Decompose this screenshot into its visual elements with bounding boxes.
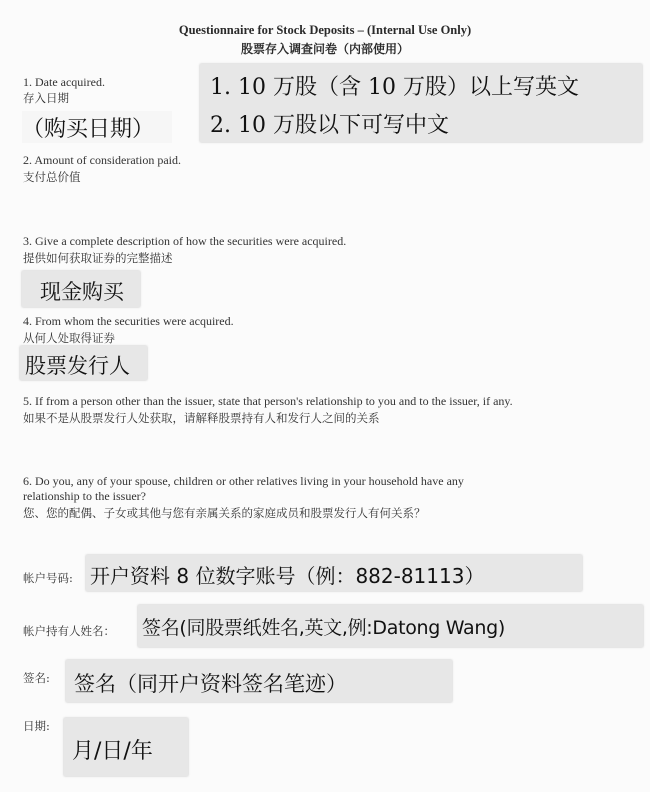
q4-label-zh: 从何人处取得证券 bbox=[23, 331, 115, 345]
date-field[interactable] bbox=[64, 718, 188, 776]
account-number-value: 开户资料 8 位数字账号（例：882-81113） bbox=[90, 564, 485, 588]
q3-answer-text: 现金购买 bbox=[40, 280, 124, 304]
q3-label-en: 3. Give a complete description of how the securities were acquired. bbox=[23, 234, 347, 248]
note-line-2: 2. 10 万股以下可写中文 bbox=[210, 113, 449, 138]
q6-label-zh: 您、您的配偶、子女或其他与您有亲属关系的家庭成员和股票发行人有何关系？ bbox=[23, 506, 426, 520]
account-number-label: 帐户号码: bbox=[23, 571, 73, 585]
date-value: 月/日/年 bbox=[72, 739, 153, 764]
form-title-zh: 股票存入调查问卷（内部使用） bbox=[240, 42, 409, 56]
form-title-en: Questionnaire for Stock Deposits – (Internal Use Only) bbox=[178, 23, 472, 37]
notes-strip bbox=[200, 64, 642, 142]
q6-label-en-1: 6. Do you, any of your spouse, children or other relatives living in your household have any bbox=[23, 474, 464, 488]
q2-label-zh: 支付总价值 bbox=[23, 170, 81, 184]
q1-label-zh: 存入日期 bbox=[23, 91, 69, 105]
q4-answer-text: 股票发行人 bbox=[25, 354, 130, 378]
note-line-1: 1. 10 万股（含 10 万股）以上写英文 bbox=[210, 75, 579, 100]
q1-answer[interactable] bbox=[22, 111, 172, 143]
q1-label-en: 1. Date acquired. bbox=[23, 75, 105, 89]
holder-name-label: 帐户持有人姓名： bbox=[23, 624, 115, 638]
q1-answer-text: （购买日期） bbox=[22, 117, 155, 142]
holder-name-value: 签名(同股票纸姓名,英文,例:Datong Wang) bbox=[142, 617, 506, 639]
date-label: 日期: bbox=[23, 719, 50, 733]
q5-label-zh: 如果不是从股票发行人处获取，请解释股票持有人和发行人之间的关系 bbox=[23, 411, 380, 425]
q6-label-en-2: relationship to the issuer? bbox=[23, 489, 146, 503]
signature-label: 签名: bbox=[23, 671, 50, 685]
q3-label-zh: 提供如何获取证券的完整描述 bbox=[23, 251, 173, 265]
q2-label-en: 2. Amount of consideration paid. bbox=[23, 153, 181, 167]
signature-field[interactable] bbox=[66, 660, 452, 702]
q4-label-en: 4. From whom the securities were acquired. bbox=[23, 314, 234, 328]
q4-answer[interactable] bbox=[20, 346, 147, 380]
signature-value: 签名（同开户资料签名笔迹） bbox=[74, 672, 347, 696]
holder-name-field[interactable] bbox=[138, 605, 643, 647]
q5-label-en: 5. If from a person other than the issuer, state that person's relationship to you and to the issuer, if any. bbox=[23, 394, 513, 408]
q3-answer[interactable] bbox=[22, 271, 140, 307]
account-number-field[interactable] bbox=[86, 555, 582, 591]
